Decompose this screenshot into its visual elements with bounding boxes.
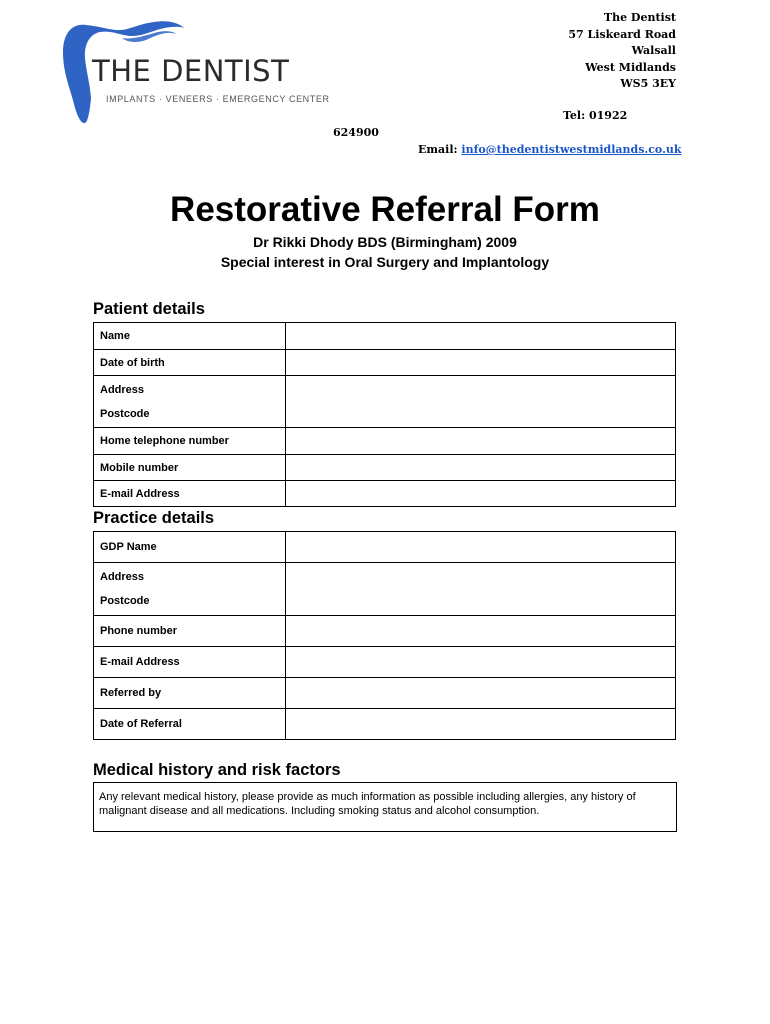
patient-dob-field[interactable]	[286, 350, 676, 376]
referral-date-label: Date of Referral	[94, 709, 286, 740]
practice-details-table	[93, 531, 676, 740]
patient-postcode-label: Postcode	[100, 407, 150, 420]
dentist-credentials: Dr Rikki Dhody BDS (Birmingham) 2009	[253, 234, 517, 250]
patient-address-field[interactable]	[286, 376, 676, 428]
gdp-name-field[interactable]	[286, 532, 676, 563]
address-line: The Dentist	[603, 11, 676, 24]
patient-details-heading: Patient details	[93, 300, 205, 318]
address-line: West Midlands	[585, 60, 676, 74]
address-line: WS5 3EY	[620, 77, 676, 90]
practice-address	[568, 10, 676, 93]
dentist-specialty: Special interest in Oral Surgery and Implantology	[220, 254, 550, 270]
practice-email-label: E-mail Address	[94, 647, 286, 678]
patient-mobile-field[interactable]	[286, 455, 676, 481]
practice-email-field[interactable]	[286, 647, 676, 678]
referral-date-field[interactable]	[286, 709, 676, 740]
patient-dob-label: Date of birth	[94, 350, 286, 376]
logo-wordmark: THE DENTIST	[92, 54, 290, 88]
patient-home-tel-field[interactable]	[286, 428, 676, 455]
practice-phone-label: Phone number	[94, 616, 286, 647]
patient-email-label: E-mail Address	[94, 481, 286, 507]
gdp-name-label: GDP Name	[94, 532, 286, 563]
address-line: Walsall	[631, 44, 676, 57]
practice-address-field[interactable]	[286, 563, 676, 616]
practice-address-cell	[94, 563, 286, 616]
form-title: Restorative Referral Form	[170, 190, 600, 229]
practice-details-heading: Practice details	[93, 509, 215, 527]
telephone: Tel: 01922	[563, 109, 628, 122]
patient-home-tel-label: Home telephone number	[94, 428, 286, 455]
patient-mobile-label: Mobile number	[94, 455, 286, 481]
practice-address-label: Address	[100, 571, 145, 583]
patient-email-field[interactable]	[286, 481, 676, 507]
medical-history-heading: Medical history and risk factors	[93, 761, 341, 779]
email-line	[418, 143, 682, 156]
email-link[interactable]: info@thedentistwestmidlands.co.uk	[461, 143, 682, 156]
patient-address-label: Address	[100, 383, 145, 396]
medical-history-box[interactable]: Any relevant medical history, please provide as much information as possible including allergies, any history of malignant disease and all medications. Including smoking status and alcohol consumption.	[93, 782, 677, 832]
email-label: Email:	[418, 143, 458, 156]
referred-by-label: Referred by	[94, 678, 286, 709]
patient-name-field[interactable]	[286, 323, 676, 350]
patient-details-table	[93, 322, 676, 507]
practice-phone-field[interactable]	[286, 616, 676, 647]
patient-name-label: Name	[94, 323, 286, 350]
address-line: 57 Liskeard Road	[568, 27, 676, 41]
practice-postcode-label: Postcode	[100, 595, 150, 607]
telephone-continued: 624900	[333, 126, 379, 139]
patient-address-cell	[94, 376, 286, 428]
referred-by-field[interactable]	[286, 678, 676, 709]
logo-tagline: IMPLANTS · VENEERS · EMERGENCY CENTER	[106, 94, 330, 104]
